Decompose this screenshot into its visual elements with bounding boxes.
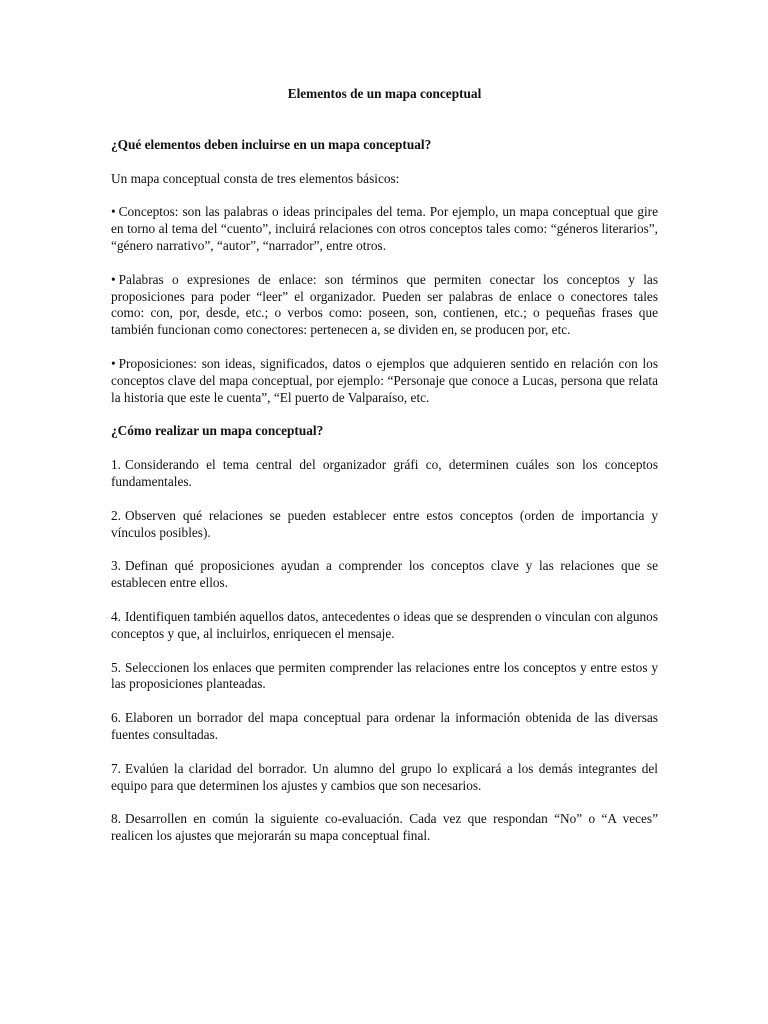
bullet-text: Proposiciones: son ideas, significados, datos o ejemplos que adquieren sentido en relación con los conceptos clave del mapa conceptual, por ejemplo: “Personaje que conoce a Lucas, persona que relata la historia que este le cuenta”, “El puerto de Valparaíso, etc. bbox=[111, 355, 658, 405]
step-item-8 bbox=[111, 811, 658, 845]
step-number: 3. bbox=[111, 558, 121, 574]
bullet-icon: • bbox=[111, 355, 116, 371]
step-number: 2. bbox=[111, 507, 121, 523]
step-item-3 bbox=[111, 558, 658, 592]
step-text: Observen qué relaciones se pueden establecer entre estos conceptos (orden de importancia y vínculos posibles). bbox=[111, 507, 658, 540]
step-text: Evalúen la claridad del borrador. Un alumno del grupo lo explicará a los demás integrantes del equipo para que determinen los ajustes y cambios que son necesarios. bbox=[111, 760, 658, 793]
step-item-5 bbox=[111, 660, 658, 694]
step-text: Desarrollen en común la siguiente co-evaluación. Cada vez que respondan “No” o “A veces” realicen los ajustes que mejorarán su mapa conceptual final. bbox=[111, 811, 658, 844]
intro-paragraph: Un mapa conceptual consta de tres elementos básicos: bbox=[111, 170, 400, 186]
step-text: Definan qué proposiciones ayudan a comprender los conceptos clave y las relaciones que se establecen entre ellos. bbox=[111, 558, 658, 591]
step-number: 1. bbox=[111, 457, 121, 473]
step-item-6 bbox=[111, 710, 658, 744]
bullet-text: Conceptos: son las palabras o ideas principales del tema. Por ejemplo, un mapa conceptual que gire en torno al tema del “cuento”, incluirá relaciones con otros conceptos tales como: “géneros literarios”, “género narrativo”, “autor”, “narrador”, entre otros. bbox=[111, 204, 658, 253]
step-number: 5. bbox=[111, 659, 121, 675]
bullet-icon: • bbox=[111, 271, 116, 287]
bullet-item-concepts bbox=[111, 204, 658, 254]
bullet-icon: • bbox=[111, 204, 116, 220]
step-number: 6. bbox=[111, 710, 121, 726]
step-item-1 bbox=[111, 457, 658, 491]
step-item-7 bbox=[111, 761, 658, 795]
bullet-item-link-words bbox=[111, 272, 658, 339]
step-item-2 bbox=[111, 508, 658, 542]
step-text: Elaboren un borrador del mapa conceptual para ordenar la información obtenida de las diversas fuentes consultadas. bbox=[111, 710, 658, 742]
step-text: Identifiquen también aquellos datos, antecedentes o ideas que se desprenden o vinculan con algunos conceptos y que, al incluirlos, enriquecen el mensaje. bbox=[111, 608, 658, 641]
bullet-item-propositions bbox=[111, 356, 658, 406]
step-number: 8. bbox=[111, 811, 121, 827]
step-text: Seleccionen los enlaces que permiten comprender las relaciones entre los conceptos y entre estos y las proposiciones planteadas. bbox=[111, 659, 658, 692]
section-heading-how-to: ¿Cómo realizar un mapa conceptual? bbox=[111, 423, 324, 439]
step-number: 4. bbox=[111, 608, 121, 624]
bullet-text: Palabras o expresiones de enlace: son términos que permiten conectar los conceptos y las proposiciones para poder “leer” el organizador. Pueden ser palabras de enlace o conectores tales como: con, por, desde, etc.; o verbos como: poseen, son, contienen, etc.; o pequeñas frases que también funcionan como conectores: pertenecen a, se dividen en, se producen por, etc. bbox=[111, 271, 658, 338]
step-number: 7. bbox=[111, 760, 121, 776]
step-text: Considerando el tema central del organizador gráfi co, determinen cuáles son los conceptos fundamentales. bbox=[111, 457, 658, 489]
document-title: Elementos de un mapa conceptual bbox=[287, 86, 482, 101]
step-item-4 bbox=[111, 609, 658, 643]
section-heading-elements: ¿Qué elementos deben incluirse en un mapa conceptual? bbox=[111, 136, 432, 152]
document-page bbox=[111, 86, 658, 862]
